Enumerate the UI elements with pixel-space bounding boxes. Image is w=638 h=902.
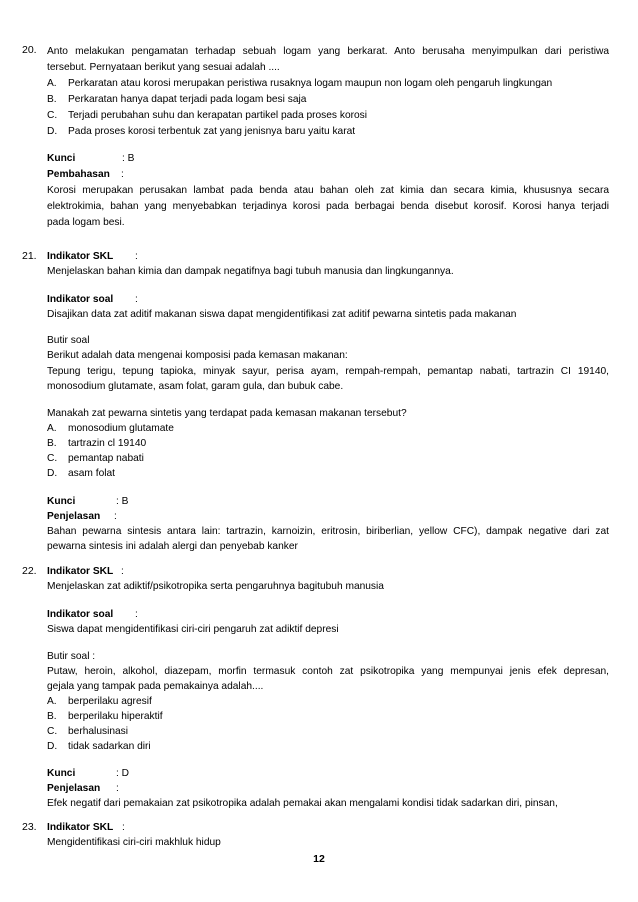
indikator-soal-colon: : bbox=[135, 294, 138, 305]
indikator-soal-label: Indikator soal bbox=[47, 294, 114, 305]
option-text: berperilaku hiperaktif bbox=[68, 711, 163, 722]
question-number: 23. bbox=[22, 821, 37, 833]
indikator-soal-label: Indikator soal bbox=[47, 609, 114, 620]
penjelasan-colon: : bbox=[114, 511, 117, 522]
option-letter: C. bbox=[47, 726, 58, 737]
kunci-value: : B bbox=[116, 496, 129, 507]
penjelasan-label: Penjelasan bbox=[47, 511, 101, 522]
skl-colon: : bbox=[121, 566, 124, 577]
pembahasan-text: pada logam besi. bbox=[47, 217, 125, 228]
skl-label: Indikator SKL bbox=[47, 822, 114, 833]
kunci-value: : D bbox=[116, 768, 130, 779]
pembahasan-text: Korosi merupakan perusakan lambat pada benda atau bahan oleh zat kimia dan secara kimia, khususnya secara bbox=[47, 185, 609, 196]
penjelasan-text: pewarna sintesis ini adalah alergi dan penyebab kanker bbox=[47, 541, 298, 552]
kunci-label: Kunci bbox=[47, 496, 76, 507]
skl-label: Indikator SKL bbox=[47, 566, 114, 577]
option-letter: A. bbox=[47, 696, 57, 707]
question-number: 21. bbox=[22, 250, 37, 262]
option-text: berhalusinasi bbox=[68, 726, 129, 737]
option-text: Terjadi perubahan suhu dan kerapatan partikel pada proses korosi bbox=[68, 110, 368, 121]
option-text: tidak sadarkan diri bbox=[68, 741, 151, 752]
skl-colon: : bbox=[122, 822, 125, 833]
butir-soal-label: Butir soal bbox=[47, 335, 90, 346]
question-number: 20. bbox=[22, 44, 37, 56]
option-text: Perkaratan hanya dapat terjadi pada logam besi saja bbox=[68, 94, 307, 105]
page-number: 12 bbox=[313, 853, 325, 865]
skl-text: Menjelaskan bahan kimia dan dampak negatifnya bagi tubuh manusia dan lingkungannya. bbox=[47, 266, 454, 277]
penjelasan-colon: : bbox=[116, 783, 119, 794]
penjelasan-text: Bahan pewarna sintesis antara lain: tartrazin, karnoizin, eritrosin, biriberlian, yellow CFC), dampak negative dari zat bbox=[47, 526, 609, 537]
penjelasan-label: Penjelasan bbox=[47, 783, 101, 794]
option-letter: B. bbox=[47, 94, 57, 105]
butir-soal-text: Berikut adalah data mengenai komposisi pada kemasan makanan: bbox=[47, 350, 348, 361]
option-text: berperilaku agresif bbox=[68, 696, 152, 707]
option-letter: D. bbox=[47, 741, 58, 752]
pembahasan-label: Pembahasan bbox=[47, 169, 110, 180]
option-text: pemantap nabati bbox=[68, 453, 144, 464]
question-stem: Anto melakukan pengamatan terhadap sebuah logam yang berkarat. Anto berusaha menyimpulkan dari peristiwa bbox=[47, 46, 609, 57]
skl-label: Indikator SKL bbox=[47, 251, 114, 262]
option-text: asam folat bbox=[68, 468, 115, 479]
option-letter: B. bbox=[47, 711, 57, 722]
indikator-soal-text: Siswa dapat mengidentifikasi ciri-ciri pengaruh zat adiktif depresi bbox=[47, 624, 339, 635]
indikator-soal-text: Disajikan data zat aditif makanan siswa dapat mengidentifikasi zat aditif pewarna sintetis pada makanan bbox=[47, 309, 517, 320]
kunci-label: Kunci bbox=[47, 768, 76, 779]
question-number: 22. bbox=[22, 565, 37, 577]
option-letter: A. bbox=[47, 423, 57, 434]
butir-soal-text: monosodium glutamate, asam folat, garam gula, dan bubuk cabe. bbox=[47, 381, 344, 392]
option-letter: A. bbox=[47, 78, 57, 89]
skl-colon: : bbox=[135, 251, 138, 262]
pembahasan-colon: : bbox=[121, 169, 124, 180]
option-letter: D. bbox=[47, 126, 58, 137]
penjelasan-text: Efek negatif dari pemakaian zat psikotropika adalah pemakai akan mengalami kondisi tidak sadarkan diri, pinsan, bbox=[47, 798, 558, 809]
butir-soal-label: Butir soal : bbox=[47, 651, 96, 662]
butir-soal-text: Tepung terigu, tepung tapioka, minyak sayur, perisa ayam, rempah-rempah, pemantap nabati, tartrazin CI 19140, bbox=[47, 366, 609, 377]
kunci-value: : B bbox=[122, 153, 135, 164]
option-text: Perkaratan atau korosi merupakan peristiwa rusaknya logam maupun non logam oleh pengaruh lingkungan bbox=[68, 78, 553, 89]
option-letter: D. bbox=[47, 468, 58, 479]
pembahasan-text: elektrokimia, bahan yang menyebabkan terjadinya korosi pada berbagai benda disebut korosif. Korosi hanya terjadi bbox=[47, 201, 609, 212]
skl-text: Menjelaskan zat adiktif/psikotropika serta pengaruhnya bagitubuh manusia bbox=[47, 581, 384, 592]
option-letter: B. bbox=[47, 438, 57, 449]
butir-soal-text: gejala yang tampak pada pemakainya adalah.... bbox=[47, 681, 264, 692]
skl-text: Mengidentifikasi ciri-ciri makhluk hidup bbox=[47, 837, 221, 848]
option-text: tartrazin cl 19140 bbox=[68, 438, 147, 449]
kunci-label: Kunci bbox=[47, 153, 76, 164]
indikator-soal-colon: : bbox=[135, 609, 138, 620]
option-letter: C. bbox=[47, 110, 58, 121]
option-letter: C. bbox=[47, 453, 58, 464]
question-stem: tersebut. Pernyataan berikut yang sesuai adalah .... bbox=[47, 62, 280, 73]
option-text: Pada proses korosi terbentuk zat yang jenisnya baru yaitu karat bbox=[68, 126, 356, 137]
question-text: Manakah zat pewarna sintetis yang terdapat pada kemasan makanan tersebut? bbox=[47, 408, 407, 419]
butir-soal-text: Putaw, heroin, alkohol, diazepam, morfin termasuk contoh zat psikotropika yang mempunyai jenis efek depresan, bbox=[47, 666, 609, 677]
option-text: monosodium glutamate bbox=[68, 423, 174, 434]
